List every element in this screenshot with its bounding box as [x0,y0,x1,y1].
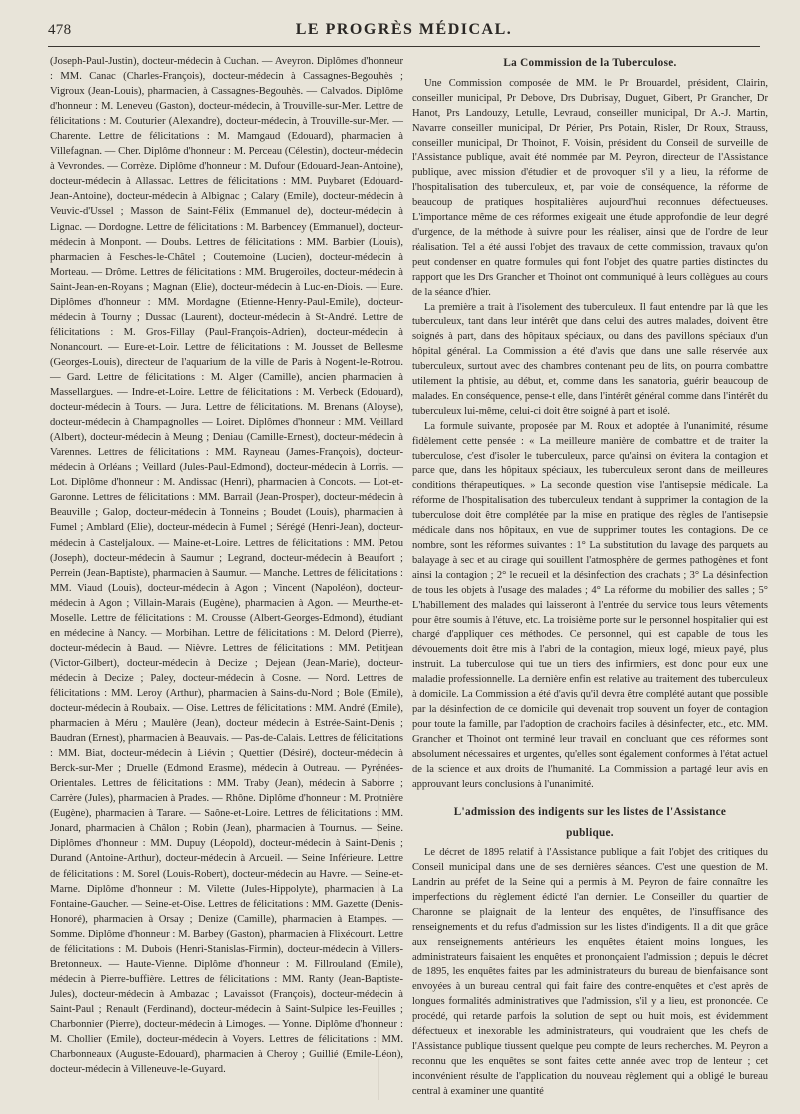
article-paragraph: Le décret de 1895 relatif à l'Assistance publique a fait l'objet des critiques du Conseil municipal dans une de ses dernières séances. C'est une question de M. Landrin au préfet de la Seine qui a permis à M. Peyron de faire connaître les imperfections du règlement édicté l'an dernier. Le Conseiller du quartier de Charonne se plaignait de la lenteur des enquêtes, de l'insuffisance des renseignements et du refus d'admission sur les listes d'indigents. Il a dit que grâce aux renseignements antérieurs les enquêtes étaient moins longues, les administrateurs faisaient les enquêtes et prononçaient l'admission ; depuis le décret de 1895, les enquêtes faites par les administrateurs du bureau de bienfaisance sont envoyées à un bureau central qui fait faire des contre-enquêtes et c'est après de longues formalités administratives que l'admission, s'il y a lieu, est prononcée. Ce procédé, qui retarde parfois la solution de sept ou huit mois, est évidemment défectueux et inexorable les administrateurs, qui voudraient que les chefs de l'Assistance publique tiussent quelque peu compte de leurs recherches. M. Peyron a reconnu que les enquêtes se sont faites cette année avec trop de lenteur ; cet inconvénient résulte de l'application du nouveau règlement qui a obligé le bureau central à examiner une quantité [412,847,768,1097]
left-column [50,54,403,1077]
section-title-tuberculose: La Commission de la Tuberculose. [503,57,677,69]
article-paragraph: La première a trait à l'isolement des tuberculeux. Il faut entendre par là que les tuberculeux, tant dans leur intérêt que dans celui des autres malades, doivent être soignés à part, dans des hôpitaux spéciaux, ou dans des pavillons spéciaux d'un hôpital général. La Commission a été d'avis que dans une salle réservée aux tuberculeux, surtout avec des chambres contenant peu de lits, on pourra combattre utilement la phtisie, au début, et, comme dans les sanatoria, guérir beaucoup de malades. En conséquence, pense-t elle, dans l'intérêt général comme dans l'intérêt du tuberculeux lui-même, celui-ci doit être soigné à part et isolé. [412,301,768,417]
section-title-assistance: L'admission des indigents sur les listes de l'Assistance [453,806,727,819]
page-header [48,20,760,47]
article-paragraph: Une Commission composée de MM. le Pr Brouardel, président, Clairin, conseiller municipal, Pr Debove, Drs Dubrisay, Duguet, Gibert, Pr Grancher, Dr Hanot, Prs Landouzy, Letulle, Levraud, conseiller municipal, Dr A.-J. Martin, Navarre conseiller municipal, Dr Périer, Prs Potain, Risler, Dr Roux, Strauss, conseiller municipal, Dr Thoinot, F. Voisin, président du Conseil de surveille de l'Assistance publique, avait été nommée par M. Peyron, directeur de l'Assistance publique, avec mission d'étudier et de provoquer s'il y a lieu, la réforme de l'hospitalisation des tuberculeux, et, par voie de conséquence, la réforme de beaucoup de pratiques hospitalières aujourd'hui reconnues défectueuses. L'importance même de ces réformes exigeait une étude approfondie de leur degré d'urgence, de la méthode à suivre pour les réaliser, ainsi que de l'ordre de leur réalisation. Tel a été aussi l'objet des travaux de cette commission, travaux qu'on peut condenser en quatre formules qui font l'objet des quatre parties distinctes du rapport que les Drs Grancher et Thoinot ont communiqué à leurs collègues au cours de la séance d'hier. [412,77,768,298]
right-column [412,54,768,1100]
awards-list-paragraph: (Joseph-Paul-Justin), docteur-médecin à Cuchan. — Aveyron. Diplômes d'honneur : MM. Canac (Charles-François), docteur-médecin à Cassagnes-Begouhès ; Vigroux (Jean-Louis), pharmacien, à Cassagnes-Begouhès. — Calvados. Diplôme d'honneur : M. Leneveu (Gaston), docteur-médecin, à Trouville-sur-Mer. Lettre de félicitations : M. Couturier (Alexandre), docteur-médecin, à Trouville-sur-Mer. — Charente. Lettre de félicitations : M. Mamgaud (Edouard), pharmacien à Villefagnan. — Cher. Diplôme d'honneur : M. Perceau (Célestin), docteur-médecin à Vevrondes. — Corrèze. Diplôme d'honneur : M. Dufour (Edouard-Jean-Antoine), docteur-médecin à Allassac. Lettres de félicitations : MM. Puybaret (Edouard-Jean-Antoine), docteur-médecin à Albignac ; Calary (Emile), docteur-médecin à Veuvic-d'Ussel ; Masson de Saint-Félix (Emmanuel de), docteur-médecin à Lignac. — Dordogne. Lettre de félicitations : M. Barbencey (Emmanuel), docteur-médecin à Monpont. — Doubs. Lettres de félicitations : MM. Barbier (Louis), pharmacien à Fesches-le-Châtel ; Coutemoine (Lucien), docteur-médecin à Morteau. — Drôme. Lettres de félicitations : MM. Brugeroiles, docteur-médecin à Saint-Jean-en-Royans ; Magnan (Elie), docteur-médecin à Luc-en-Diois. — Eure. Diplômes d'honneur : MM. Mordagne (Etienne-Henry-Paul-Emile), docteur-médecin à Tourny ; Dussac (Laurent), docteur-médecin à St-André. Lettre de félicitations : M. Gros-Fillay (Paul-François-Adrien), docteur-médecin à Nonancourt. — Eure-et-Loir. Lettre de félicitations : M. Jousset de Bellesme (Georges-Louis), directeur de l'aquarium de la ville de Paris à Nogent-le-Rotrou. — Gard. Lettre de félicitations : M. Alger (Camille), ancien pharmacien à Massellargues. — Indre-et-Loire. Lettre de félicitations : M. Verbeck (Edouard), docteur-médecin à Tours. — Jura. Lettre de félicitations. M. Brenans (Aloyse), docteur-médecin à Champagnolles — Loiret. Diplômes d'honneur : MM. Veillard (Albert), docteur-médecin à Meung ; Deniau (Camille-Ernest), docteur-médecin à Varennes. Lettres de félicitations : MM. Rayneau (James-François), docteur-médecin à Orléans ; Veillard (Jules-Paul-Edmond), docteur-médecin à Lorris. — Lot. Diplôme d'honneur : M. Andissac (Henri), pharmacien à Concots. — Lot-et-Garonne. Lettres de félicitations : MM. Barrail (Jean-Prosper), docteur-médecin à Beauville ; Galop, docteur-médecin à Tonneins ; Boudet (Louis), pharmacien à Fumel ; Amblard (Elie), docteur-médecin à Fumel ; Sérégé (Henri-Jean), docteur-médecin à Casteljaloux. — Maine-et-Loire. Lettres de félicitations : MM. Petou (Joseph), docteur-médecin à Saumur ; Legrand, docteur-médecin à Beaufort ; Perrein (Jean-Baptiste), pharmacien à Saumur. — Manche. Lettres de félicitations : MM. Viaud (Louis), docteur-médecin à Agon ; Vincent (Napoléon), docteur-médecin à Agon ; Villain-Marais (Eugène), pharmacien à Agon. — Meurthe-et-Moselle. Lettre de félicitations : M. Crousse (Albert-Georges-Edmond), étudiant en médecine à Nancy. — Morbihan. Lettre de félicitations : M. Delord (Pierre), docteur-médecin à Baud. — Nièvre. Lettres de félicitations : MM. Petitjean (Victor-Gilbert), docteur-médecin à Decize ; Dejean (Jean-Marie), docteur-médecin à Decize ; Paley, docteur-médecin à Cosne. — Nord. Lettres de félicitations : MM. Leroy (Arthur), pharmacien à Sains-du-Nord ; Bole (Emile), docteur-médecin à Roubaix. — Oise. Lettres de félicitations : MM. André (Emile), pharmacien à Méru ; Maulère (Jean), docteur médecin à Estrée-Saint-Denis ; Baudran (Ernest), pharmacien à Beauvais. — Pas-de-Calais. Lettres de félicitations : MM. Biat, docteur-médecin à Liévin ; Quettier (Désiré), docteur-médecin à Berck-sur-Mer ; Druelle (Edmond Erasme), médecin à Outreau. — Pyrénées-Orientales. Lettres de félicitations : MM. Traby (Jean), médecin à Saborre ; Carrère (Jules), pharmacien à Prades. — Rhône. Diplôme d'honneur : M. Protnière (Eugène), pharmacien à Tarare. — Saône-et-Loire. Lettres de félicitations : MM. Jonard, pharmacien à Châlon ; Robin (Jean), pharmacien à Tournus. — Seine. Diplômes d'honneur : MM. Dupuy (Léopold), docteur-médecin à Saint-Denis ; Durand (Antoine-Arthur), docteur-médecin à Arcueil. — Seine Inférieure. Lettre de félicitations : M. Sorel (Louis-Robert), docteur-médecin au Havre. — Seine-et-Marne. Diplôme d'honneur : M. Vilette (Jules-Hippolyte), pharmacien à La Fontaine-Gaucher. — Seine-et-Oise. Lettres de félicitations : MM. Gazette (Denis-Honoré), pharmacien à Orsay ; Denize (Camille), pharmacien à Etampes. — Somme. Diplôme d'honneur : M. Barbey (Gaston), pharmacien à Flixécourt. Lettre de félicitations : M. Dubois (Henri-Stanislas-Firmin), docteur-médecin à Villers-Bretonneux. — Haute-Vienne. Diplôme d'honneur : M. Fillrouland (Emile), médecin à Pierre-buffière. Lettres de félicitations : MM. Ranty (Jean-Baptiste-Jules), docteur-médecin à Ambazac ; Lavaissot (François), docteur-médecin à Saint-Paul ; Renault (Ferdinand), docteur-médecin à Saint-Sulpice les-Feuilles ; Charbonnier (Pierre), docteur-médecin à Limoges. — Yonne. Diplôme d'honneur : M. Chollier (Emile), docteur-médecin à Voyers. Lettres de félicitations : MM. Charbonneaux (Auguste-Edouard), pharmacien à Cheroy ; Guillié (Emile-Léon), docteur-médecin à Villeneuve-le-Guyard. [50,56,403,1076]
section-title-assistance-line2: publique. [566,827,614,840]
page-number: 478 [48,22,72,38]
article-paragraph: La formule suivante, proposée par M. Roux et adoptée à l'unanimité, résume fidèlement cette pensée : « La meilleure manière de combattre et de traiter la tuberculose, c'est d'isoler le tuberculeux, parce qu'ainsi on évitera la contagion et parce que, dans les hôpitaux spéciaux, les tuberculeux seront dans de meilleures conditions thérapeutiques. » La seconde question vise l'antisepsie médicale. La réforme de l'hospitalisation des tuberculeux tendant à supprimer la contagion de la tuberculose doit être complétée par la mise en pratique des règles de l'antisepsie médicale dans nos hôpitaux, en vue de supprimer toutes les contagions. De ce nombre, sont les réformes suivantes : 1° La substitution du lavage des parquets au balayage à sec et au cirage qui souillent l'atmosphère de germes pathogènes et font ainsi la contagion ; 2° le recueil et la désinfection des crachats ; 3° La désinfection de tous les objets à l'usage des malades ; 4° La réforme du mobilier des salles ; 5° L'habillement des malades qui laisseront à l'entrée du service tous leurs vêtements pour être soumis à l'étuve, etc. La troisième porte sur le personnel hospitalier qui est chargé d'appliquer ces méthodes. Ce personnel, qui est capable de tous les dévouements doit être mis à l'abri de la contagion, mieux logé, mieux payé, plus instruit. La tuberculose qui tue un tiers des infirmiers, est donc pour eux une maladie professionnelle. La dernière enfin est relative au traitement des tuberculeux à domicile. La Commission a été d'avis qu'il devra être complété autant que possible par la désinfection de ce domicile qui devenait trop souvent un foyer de contagion pour toute la famille, par l'adoption de crachoirs faciles à désinfecter, etc., etc. MM. Grancher et Thoinot ont terminé leur travail en concluant que ces réformes sont absolument nécessaires et urgentes, qu'elles sont également conformes à l'état actuel de la science et aux droits de l'humanité. La Commission a partagé leur avis en approuvant leurs conclusions à l'unanimité. [412,420,768,790]
journal-title: LE PROGRÈS MÉDICAL. [295,21,513,38]
